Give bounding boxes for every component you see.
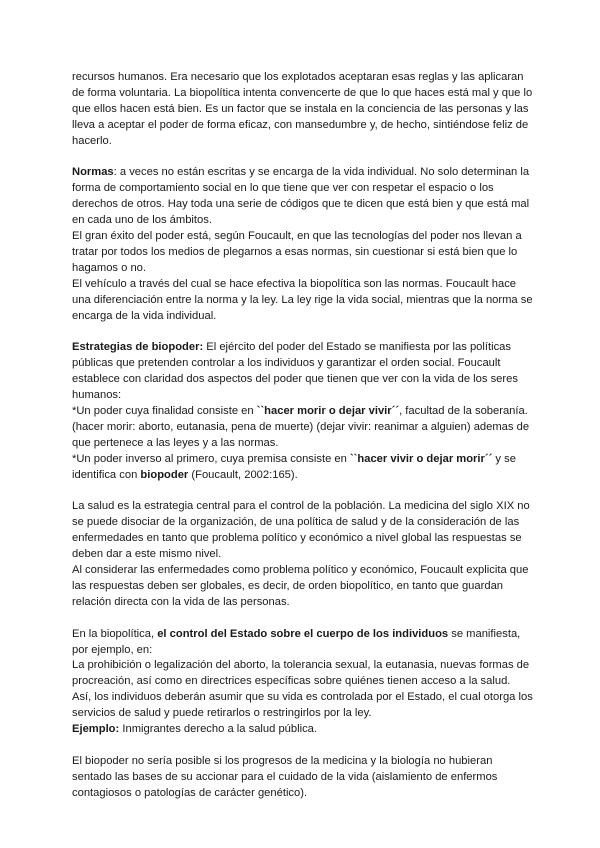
- control-bold: el control del Estado sobre el cuerpo de los individuos: [157, 627, 449, 640]
- item-1-bold: ``hacer morir o dejar vivir´´: [256, 405, 400, 417]
- paragraph-normas: [72, 165, 534, 324]
- control-intro-line: [72, 627, 534, 659]
- normas-definition-line: [72, 165, 534, 229]
- normas-exito-line: El gran éxito del poder está, según Foucault, en que las tecnologías del poder nos llevan a tratar por todos los medios de plegarnos a esas normas, sin cuestionar si está bien que lo hagamos o no.: [72, 230, 522, 274]
- item-2-middle: y se identifica con: [72, 452, 516, 481]
- example-label: Ejemplo:: [72, 723, 120, 736]
- example-line: [72, 722, 534, 738]
- estrategias-item-2: [72, 452, 534, 484]
- salud-line-1: La salud es la estrategia central para el control de la población. La medicina del siglo XIX no se puede disociar de la organización, de una política de salud y de la consideración de las enfermedades en tanto que problema político y económico a nivel global las respuestas se deben dar a este mismo nivel.: [72, 500, 530, 561]
- control-prefix: En la biopolítica,: [72, 627, 158, 640]
- salud-line-2: Al considerar las enfermedades como problema político y económico, Foucault explicita que las respuestas deben ser globales, es decir, de orden biopolítico, en tanto que guardan relación directa con la vida de las personas.: [72, 564, 529, 608]
- control-suffix: se manifiesta, por ejemplo, en:: [72, 627, 521, 656]
- estrategias-item-1: [72, 404, 534, 452]
- item-2-biopoder: biopoder: [140, 468, 189, 481]
- paragraph-text: El biopoder no sería posible si los progresos de la medicina y la biología no hubieran sentado las bases de su accionar para el cuidado de la vida (aislamiento de enfermos contagiosos o patologías de carácter genético).: [72, 754, 498, 799]
- control-line-2: La prohibición o legalización del aborto, la tolerancia sexual, la eutanasia, nuevas formas de procreación, así como en directrices específicas sobre quiénes tienen acceso a la salud.: [72, 659, 530, 688]
- example-text: Inmigrantes derecho a la salud pública.: [119, 723, 318, 736]
- paragraph-recursos-humanos: [72, 70, 534, 150]
- item-2-prefix: *Un poder inverso al primero, cuya premisa consiste en: [72, 452, 350, 465]
- normas-vehiculo-line: El vehículo a través del cual se hace efectiva la biopolítica son las normas. Foucault hace una diferenciación entre la norma y la ley. La ley rige la vida social, mientras que la norma se encarga de la vida individual.: [72, 277, 533, 322]
- paragraph-biopolitica-control: [72, 627, 534, 738]
- item-1-prefix: *Un poder cuya finalidad consiste en: [72, 405, 257, 417]
- paragraph-salud: [72, 499, 534, 610]
- control-line-3: Así, los individuos deberán asumir que su vida es controlada por el Estado, el cual otorga los servicios de salud y puede retirarlos o restringirlos por la ley.: [72, 691, 533, 720]
- estrategias-term: Estrategias de biopoder:: [72, 341, 204, 354]
- paragraph-text: recursos humanos. Era necesario que los explotados aceptaran esas reglas y las aplicaran de forma voluntaria. La biopolítica intenta convencerte de que lo que haces está mal y que lo que ellos hacen está bien. Es un factor que se instala en la conciencia de las personas y las lleva a aceptar el poder de forma eficaz, con mansedumbre y, de hecho, sintiéndose feliz de hacerlo.: [72, 71, 533, 147]
- estrategias-intro-line: [72, 340, 534, 404]
- item-2-suffix: (Foucault, 2002:165).: [188, 468, 298, 481]
- paragraph-biopoder-posible: [72, 754, 534, 802]
- normas-definition: : a veces no están escritas y se encarga de la vida individual. No solo determinan la forma de comportamiento social en lo que tiene que ver con respetar el espacio o los derechos de otros. Hay toda una serie de códigos que te dicen que está bien y que está mal en cada uno de los ámbitos.: [72, 166, 530, 227]
- item-1-suffix: , facultad de la soberanía. (hacer morir: aborto, eutanasia, pena de muerte) (dejar vivir: reanimar a alguien) ademas de que pertenece a las leyes y a las normas.: [72, 405, 530, 449]
- item-2-bold: ``hacer vivir o dejar morir´´: [349, 452, 493, 465]
- document-body: [72, 70, 534, 818]
- paragraph-estrategias: [72, 340, 534, 483]
- estrategias-definition: El ejército del poder del Estado se manifiesta por las políticas públicas que pretenden controlar a los individuos y garantizar el orden social. Foucault establece con claridad dos aspectos del poder que tienen que ver con la vida de los seres humanos:: [72, 341, 518, 402]
- normas-term: Normas: [72, 166, 114, 179]
